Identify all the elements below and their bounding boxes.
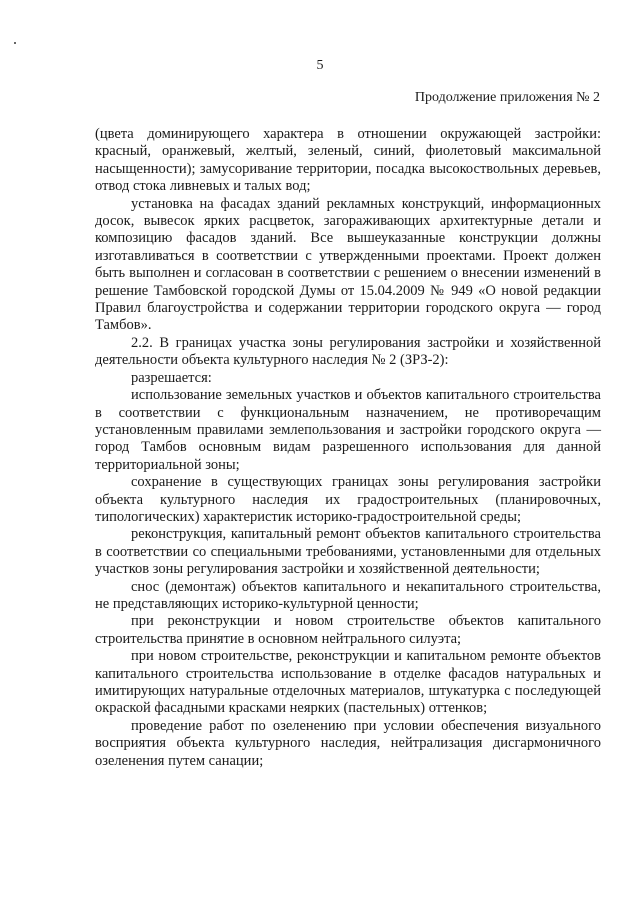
scan-mark — [14, 42, 16, 44]
paragraph-section-2-2: 2.2. В границах участка зоны регулирования застройки и хозяйственной деятельности объекта культурного наследия № 2 (ЗРЗ-2): — [95, 334, 601, 369]
paragraph-silhouette: при реконструкции и новом строительстве объектов капитального строительства принятие в основном нейтрального силуэта; — [95, 613, 601, 647]
document-body — [95, 126, 601, 770]
paragraph-allowed-heading: разрешается: — [131, 369, 212, 386]
paragraph-preservation: сохранение в существующих границах зоны регулирования застройки объекта культурного наследия их градостроительных (планировочных, типологических) характеристик историко-градостроительной среды; — [95, 474, 601, 525]
appendix-continuation-note: Продолжение приложения № 2 — [414, 90, 600, 105]
paragraph-continuation: (цвета доминирующего характера в отношении окружающей застройки: красный, оранжевый, желтый, зеленый, синий, фиолетовый максимальной насыщенности); замусоривание территории, посадка высокоствольных деревьев, отвод стока ливневых и талых вод; — [95, 126, 601, 195]
paragraph-land-use: использование земельных участков и объектов капитального строительства в соответствии с функциональным назначением, не противоречащим установленным правилами землепользования и застройки городского округа — город Тамбов основным видам разрешенного использования для данной территориальной зоны; — [95, 387, 601, 473]
paragraph-facade-finishing: при новом строительстве, реконструкции и капитальном ремонте объектов капитального строительства использование в отделке фасадов натуральных и имитирующих натуральные отделочных материалов, штукатурка с последующей окраской фасадными красками неярких (пастельных) оттенков; — [95, 648, 601, 717]
page-number: 5 — [316, 58, 324, 73]
paragraph-advertising: установка на фасадах зданий рекламных конструкций, информационных досок, вывесок ярких расцветок, загораживающих архитектурные детали и композицию фасадов зданий. Все вышеуказанные конструкции должны изготавливаться в соответствии с утвержденными проектами. Проект должен быть выполнен и согласован в соответствии с решением о внесении изменений в решение Тамбовской городской Думы от 15.04.2009 № 949 «О новой редакции Правил благоустройства и содержании территории городского округа — город Тамбов». — [95, 195, 601, 334]
paragraph-demolition: снос (демонтаж) объектов капитального и некапитального строительства, не представляющих историко-культурной ценности; — [95, 578, 601, 612]
paragraph-landscaping: проведение работ по озеленению при условии обеспечения визуального восприятия объекта культурного наследия, нейтрализация дисгармоничного озеленения путем санации; — [95, 717, 601, 769]
paragraph-reconstruction: реконструкция, капитальный ремонт объектов капитального строительства в соответствии со специальными требованиями, установленными для отдельных участков зоны регулирования застройки и хозяйственной деятельности; — [95, 526, 601, 578]
